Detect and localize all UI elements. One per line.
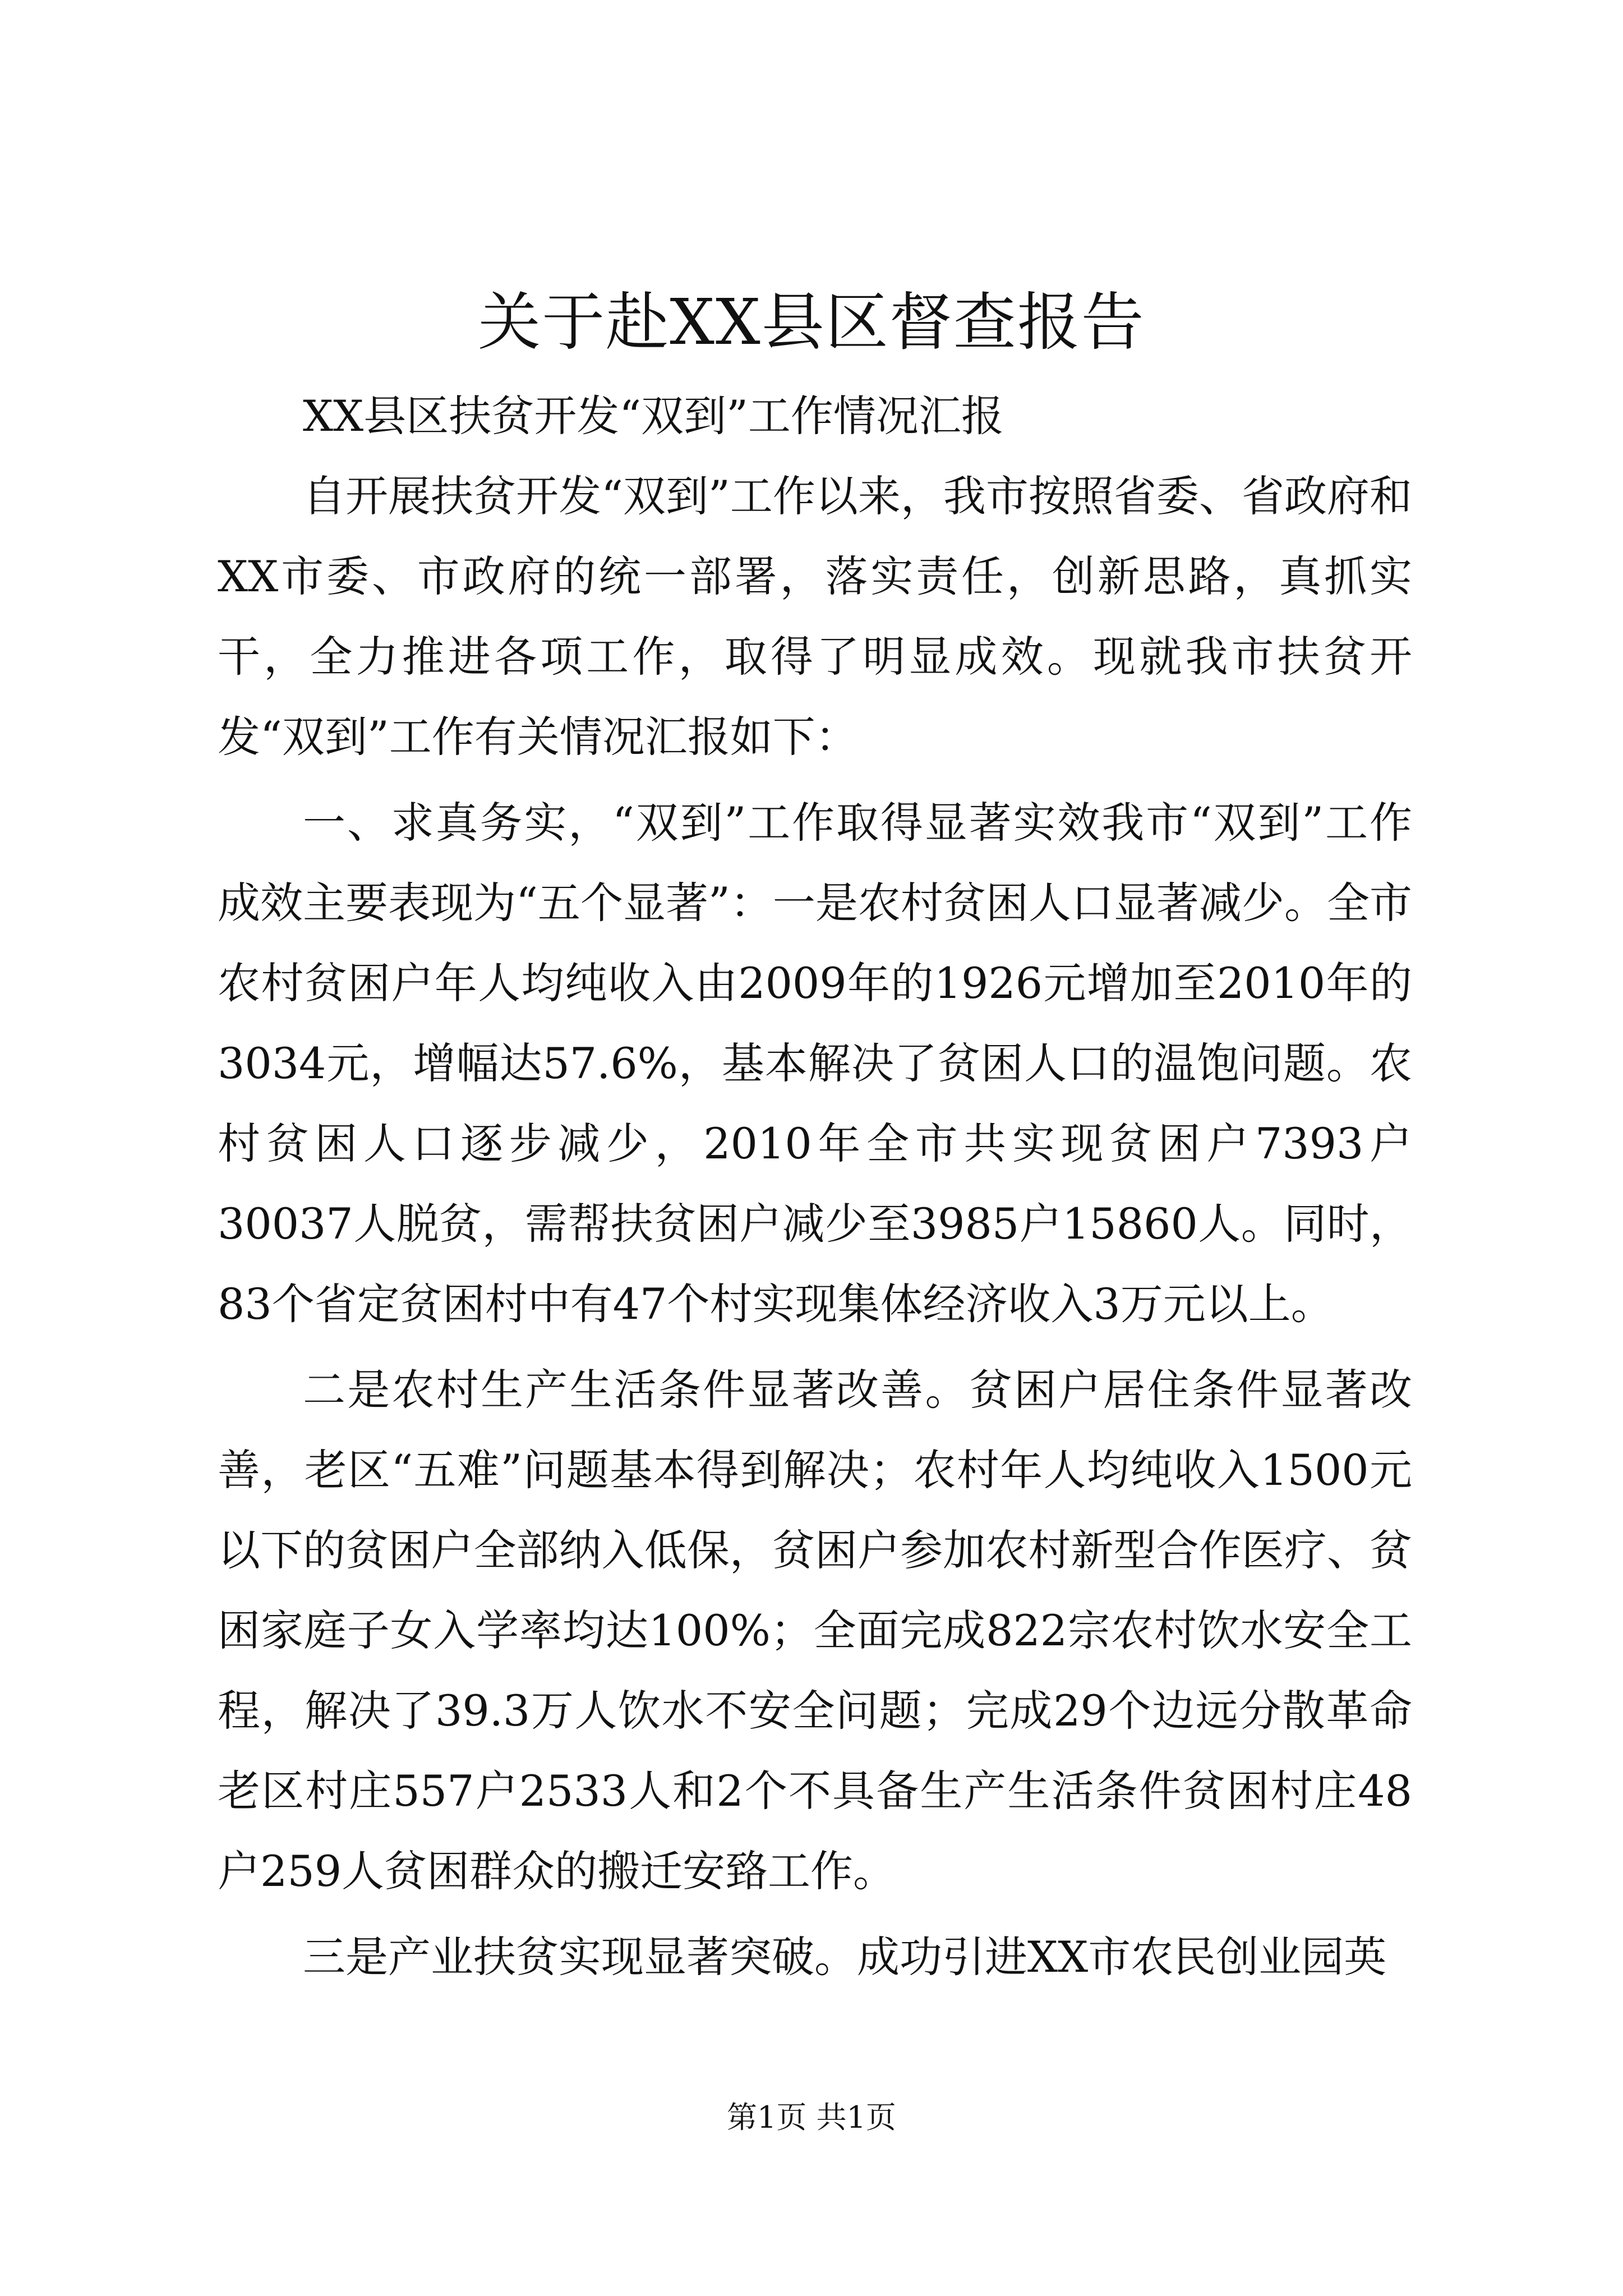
document-body xyxy=(218,376,1412,1997)
paragraph-living-conditions: 二是农村生产生活条件显著改善。贫困户居住条件显著改善，老区“五难”问题基本得到解决；农村年人均纯收入1500元以下的贫困户全部纳入低保，贫困户参加农村新型合作医疗、贫困家庭子女入学率均达100%；全面完成822宗农村饮水安全工程，解决了39.3万人饮水不安全问题；完成29个边远分散革命老区村庄557户2533人和2个不具备生产生活条件贫困村庄48户259人贫困群众的搬迁安臵工作。 xyxy=(218,1365,1412,1896)
paragraph-industry: 三是产业扶贫实现显著突破。成功引进XX市农民创业园英 xyxy=(303,1932,1387,1982)
document-title: 关于赴XX县区督查报告 xyxy=(478,286,1145,359)
paragraph-intro: 自开展扶贫开发“双到”工作以来，我市按照省委、省政府和XX市委、市政府的统一部署，落实责任，创新思路，真抓实干，全力推进各项工作，取得了明显成效。现就我市扶贫开发“双到”工作有关情况汇报如下： xyxy=(218,471,1412,762)
page-footer: 第1页 共1页 xyxy=(727,2100,896,2135)
document-subtitle: XX县区扶贫开发“双到”工作情况汇报 xyxy=(303,391,1004,441)
paragraph-section-one: 一、求真务实，“双到”工作取得显著实效我市“双到”工作成效主要表现为“五个显著”：一是农村贫困人口显著减少。全市农村贫困户年人均纯收入由2009年的1926元增加至2010年的3034元，增幅达57.6%，基本解决了贫困人口的温饱问题。农村贫困人口逐步减少，2010年全市共实现贫困户7393户30037人脱贫，需帮扶贫困户减少至3985户15860人。同时，83个省定贫困村中有47个村实现集体经济收入3万元以上。 xyxy=(218,798,1412,1329)
